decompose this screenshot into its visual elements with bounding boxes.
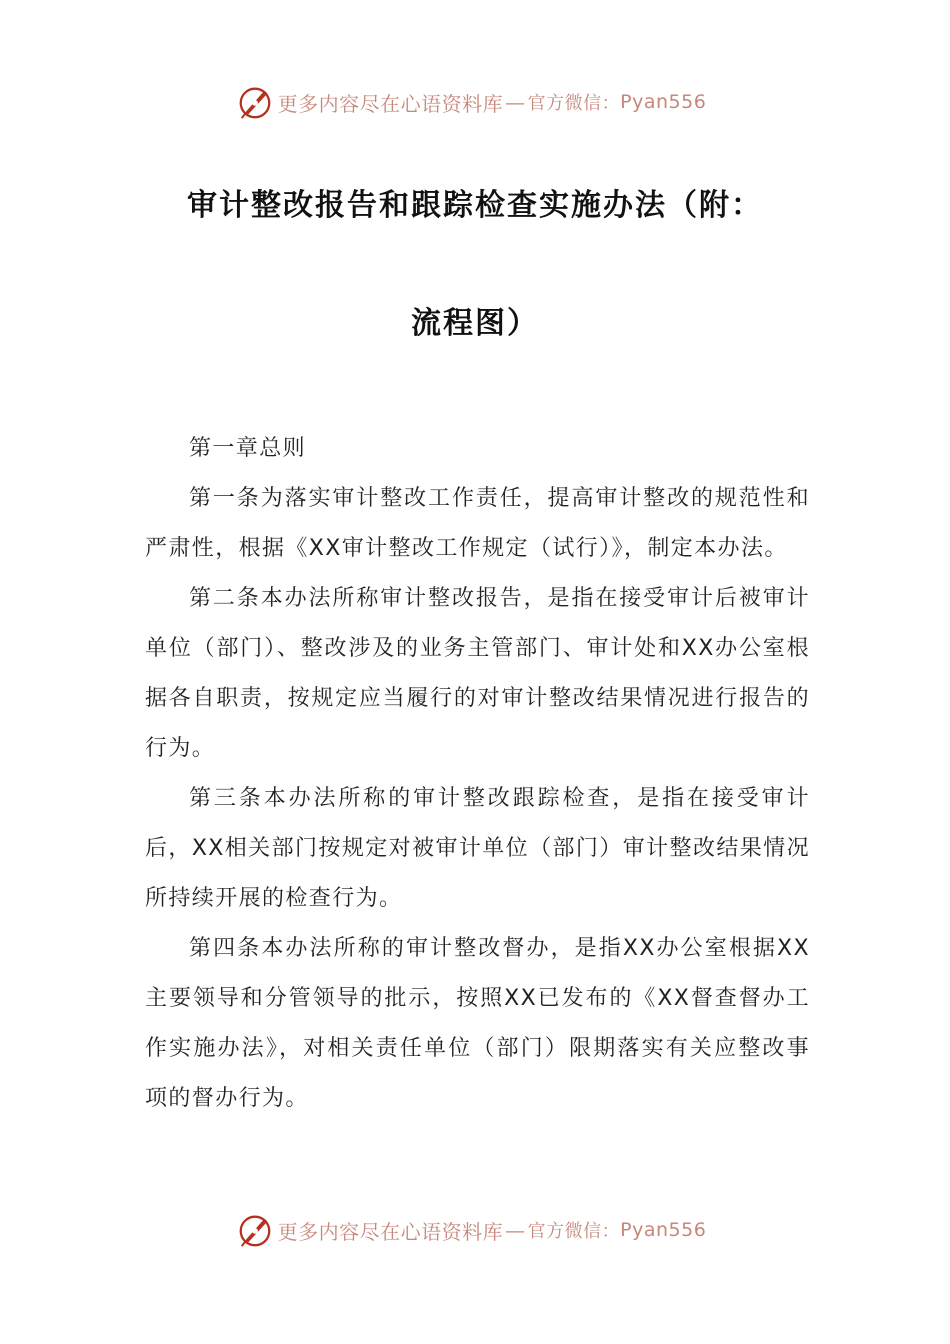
watermark-separator: — [505, 90, 526, 114]
article-paragraph: 第一条为落实审计整改工作责任，提高审计整改的规范性和严肃性，根据《XX审计整改工作规定（试行）》，制定本办法。 [145, 486, 810, 561]
article-paragraph: 第二条本办法所称审计整改报告，是指在接受审计后被审计单位（部门）、整改涉及的业务主管部门、审计处和XX办公室根据各自职责，按规定应当履行的对审计整改结果情况进行报告的行为。 [145, 586, 810, 761]
article-paragraph: 第四条本办法所称的审计整改督办，是指XX办公室根据XX主要领导和分管领导的批示，按照XX已发布的《XX督查督办工作实施办法》，对相关责任单位（部门）限期落实有关应整改事项的督办行为。 [145, 936, 810, 1111]
article-paragraph: 第三条本办法所称的审计整改跟踪检查，是指在接受审计后，XX相关部门按规定对被审计单位（部门）审计整改结果情况所持续开展的检查行为。 [145, 786, 810, 911]
watermark-label: 官方微信： [527, 1221, 621, 1242]
chapter-heading: 第一章总则 [189, 436, 307, 461]
document-body [145, 424, 810, 1124]
watermark-wechat-id: Pyan556 [620, 1219, 707, 1241]
document-title-line-2: 流程图） [411, 306, 539, 341]
quill-pen-circle-icon [236, 1211, 274, 1249]
watermark-header [0, 82, 950, 122]
watermark-separator: — [505, 1218, 526, 1242]
watermark-footer [0, 1210, 950, 1250]
document-title-line-1: 审计整改报告和跟踪检查实施办法（附： [187, 188, 763, 223]
quill-pen-circle-icon [236, 83, 274, 121]
watermark-wechat-id: Pyan556 [620, 91, 707, 113]
watermark-site-text: 更多内容尽在心语资料库 [277, 91, 504, 116]
watermark-label: 官方微信： [527, 93, 621, 114]
watermark-site-text: 更多内容尽在心语资料库 [277, 1219, 504, 1244]
